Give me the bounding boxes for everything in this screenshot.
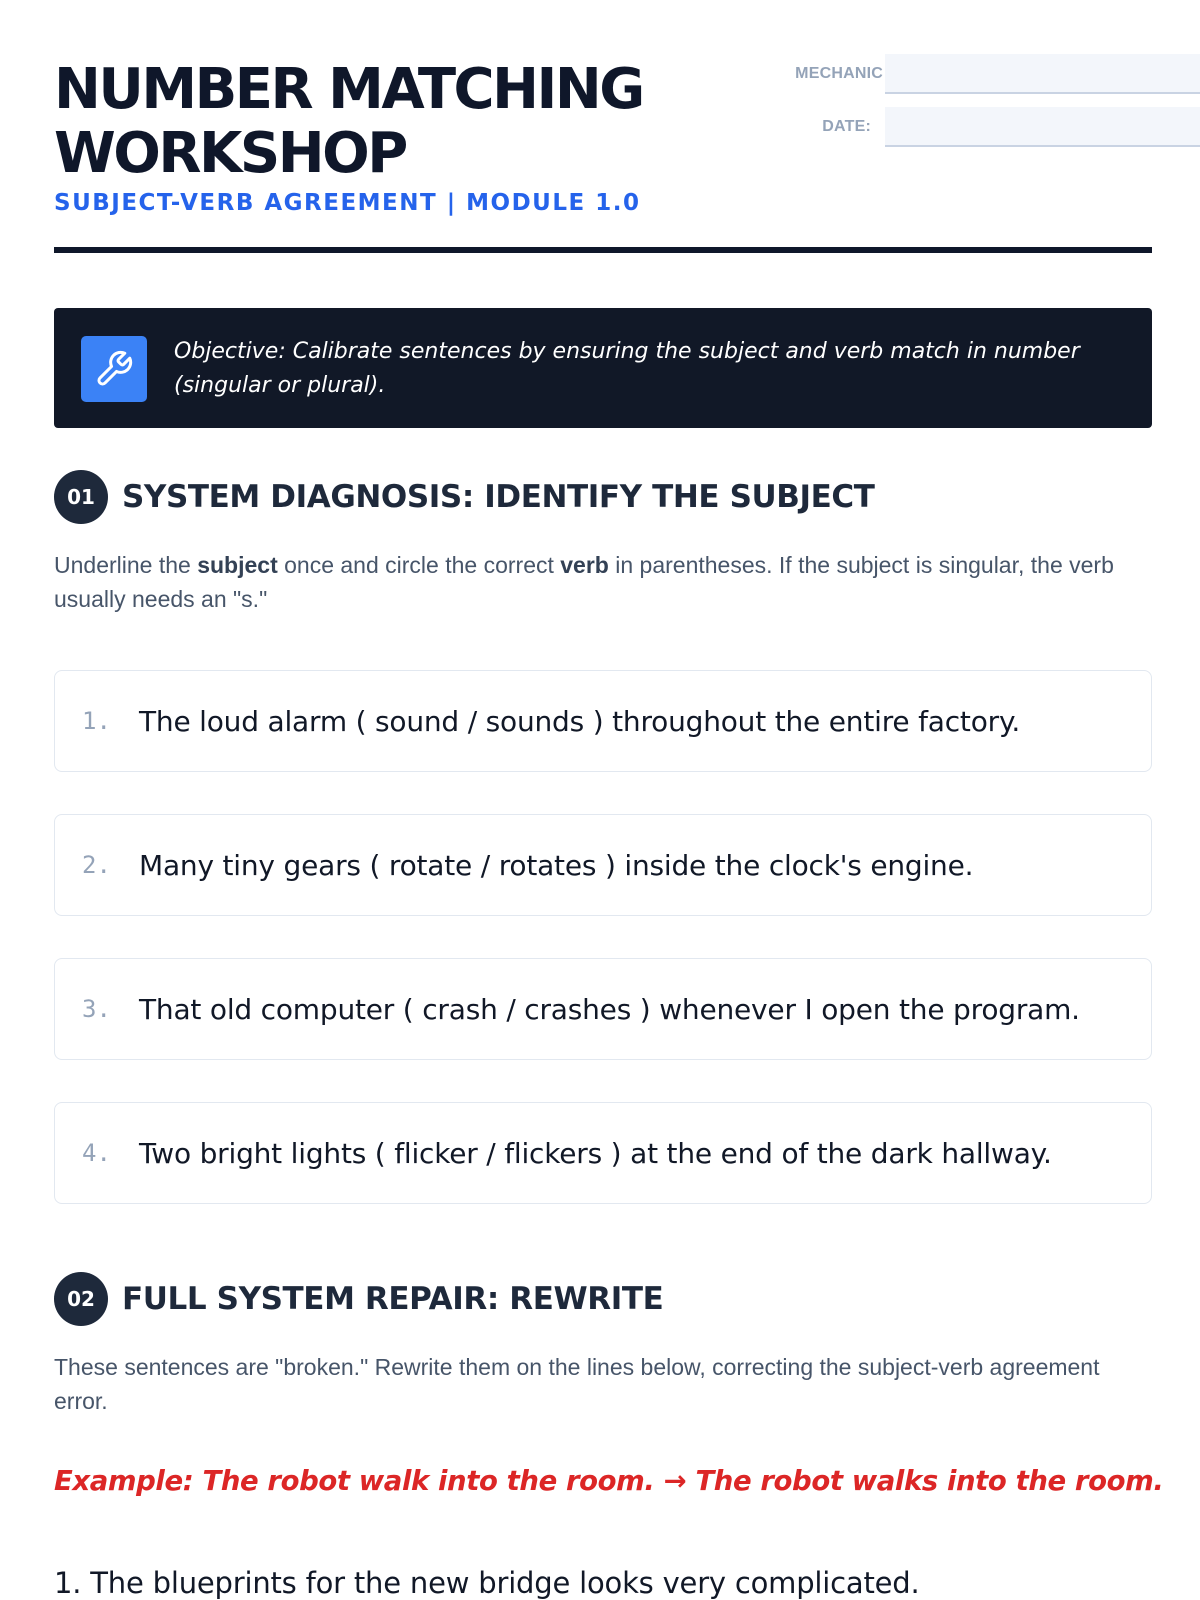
date-label: DATE:	[822, 118, 871, 135]
mechanic-field-row	[734, 54, 1200, 94]
item-number: 4.	[82, 1139, 111, 1167]
example-sentence: Example: The robot walk into the room. → The robot walks into the room.	[54, 1465, 1164, 1497]
exercise-item	[54, 814, 1152, 916]
item-sentence: Two bright lights ( flicker / flickers ) at the end of the dark hallway.	[139, 1136, 1052, 1170]
mechanic-input[interactable]	[885, 54, 1200, 94]
wrench-icon	[81, 336, 147, 402]
section-1-instructions	[54, 548, 1152, 616]
section-1-header	[54, 470, 875, 524]
item-number: 3.	[82, 995, 111, 1023]
rewrite-item: 1. The blueprints for the new bridge looks very complicated.	[54, 1566, 920, 1600]
page-subtitle: SUBJECT-VERB AGREEMENT | MODULE 1.0	[54, 190, 641, 216]
exercise-item	[54, 1102, 1152, 1204]
section-2-instructions: These sentences are "broken." Rewrite them on the lines below, correcting the subject-verb agreement error.	[54, 1354, 1100, 1414]
item-number: 2.	[82, 851, 111, 879]
section-2-title: FULL SYSTEM REPAIR: REWRITE	[122, 1281, 664, 1317]
item-sentence: The loud alarm ( sound / sounds ) throughout the entire factory.	[139, 704, 1021, 738]
objective-banner	[54, 308, 1152, 428]
instructions-bold-verb: verb	[560, 552, 609, 578]
item-sentence: That old computer ( crash / crashes ) whenever I open the program.	[139, 992, 1080, 1026]
section-2-badge: 02	[54, 1272, 108, 1326]
item-number: 1.	[82, 707, 111, 735]
instructions-text: in parentheses. If the subject is singular, the verb usually needs an "s."	[54, 552, 1114, 612]
section-1-title: SYSTEM DIAGNOSIS: IDENTIFY THE SUBJECT	[122, 479, 875, 515]
section-2-header	[54, 1272, 663, 1326]
instructions-text: Underline the	[54, 552, 198, 578]
instructions-bold-subject: subject	[197, 552, 278, 578]
date-field-row	[734, 107, 1200, 147]
worksheet-header	[54, 0, 1152, 256]
exercise-item	[54, 958, 1152, 1060]
header-divider	[54, 247, 1152, 253]
instructions-text: once and circle the correct	[277, 552, 561, 578]
item-sentence: Many tiny gears ( rotate / rotates ) inside the clock's engine.	[139, 848, 974, 882]
mechanic-label: MECHANIC	[795, 65, 883, 82]
objective-text: Objective: Calibrate sentences by ensuring the subject and verb match in number (singular or plural).	[174, 339, 1080, 398]
date-input[interactable]	[885, 107, 1200, 147]
page-title: NUMBER MATCHING WORKSHOP	[54, 57, 643, 186]
worksheet-page	[54, 0, 1164, 1600]
exercise-item	[54, 670, 1152, 772]
section-1-badge: 01	[54, 470, 108, 524]
